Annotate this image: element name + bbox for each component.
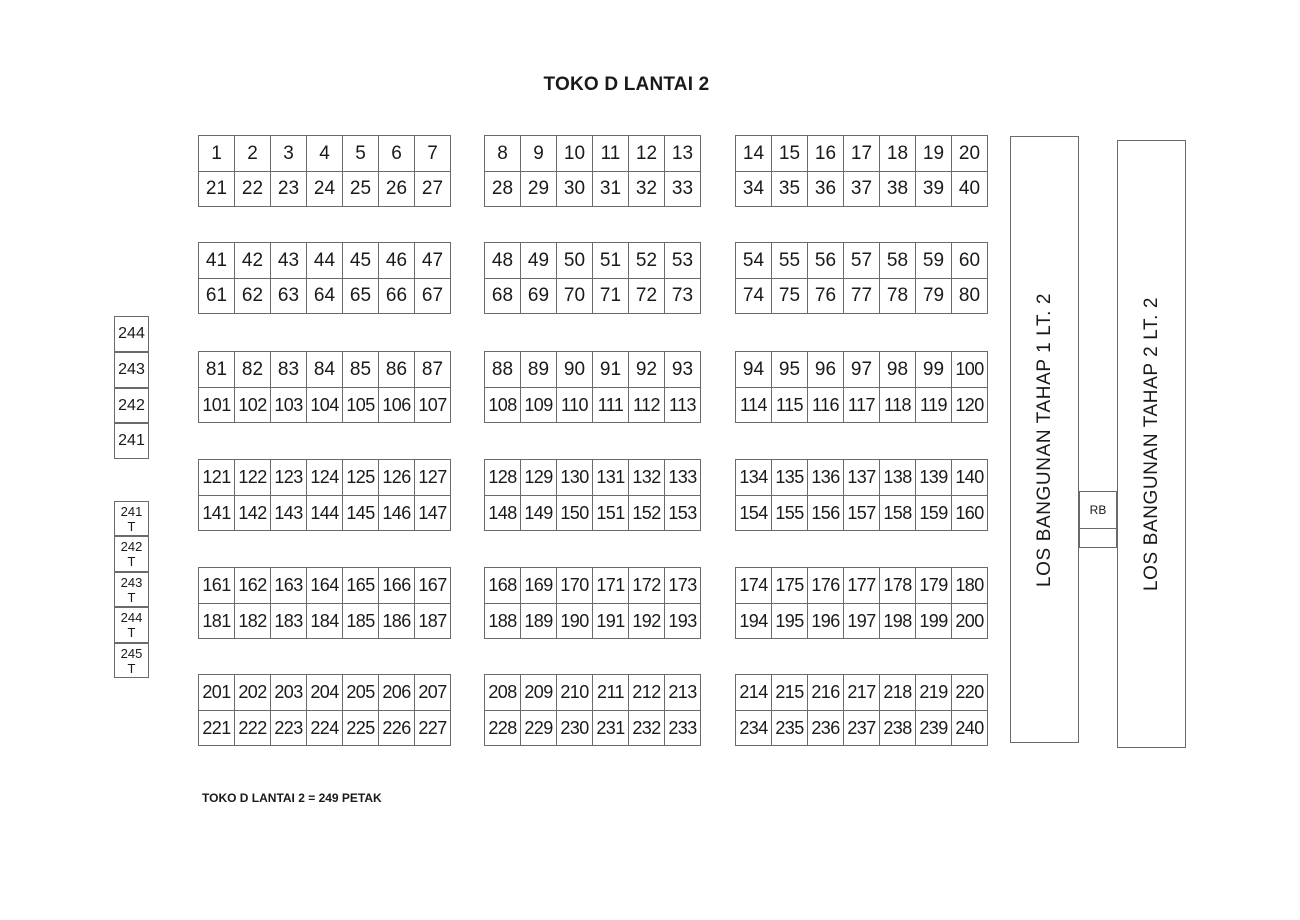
stall-cell[interactable]: 80	[951, 278, 988, 315]
stall-cell[interactable]: 237	[843, 710, 880, 747]
stall-cell[interactable]: 91	[592, 351, 629, 388]
stall-cell[interactable]: 115	[771, 387, 808, 424]
stall-cell[interactable]: 15	[771, 135, 808, 172]
stall-cell[interactable]: 175	[771, 567, 808, 604]
stall-cell[interactable]: 203	[270, 674, 307, 711]
stall-cell[interactable]: 52	[628, 242, 665, 279]
stall-cell[interactable]: 154	[735, 495, 772, 532]
stall-cell[interactable]: 86	[378, 351, 415, 388]
side-t-stall[interactable]	[114, 536, 149, 572]
stall-cell[interactable]: 134	[735, 459, 772, 496]
stall-cell[interactable]: 54	[735, 242, 772, 279]
stall-cell[interactable]: 8	[484, 135, 521, 172]
stall-cell[interactable]: 89	[520, 351, 557, 388]
stall-cell[interactable]: 48	[484, 242, 521, 279]
stall-cell[interactable]: 209	[520, 674, 557, 711]
stall-cell[interactable]: 153	[664, 495, 701, 532]
stall-cell[interactable]: 111	[592, 387, 629, 424]
stall-cell[interactable]: 43	[270, 242, 307, 279]
stall-cell[interactable]: 55	[771, 242, 808, 279]
los-building-phase-2[interactable]	[1117, 140, 1186, 748]
stall-cell[interactable]: 97	[843, 351, 880, 388]
stall-cell[interactable]: 123	[270, 459, 307, 496]
stall-cell[interactable]: 195	[771, 603, 808, 640]
stall-cell[interactable]: 57	[843, 242, 880, 279]
stall-cell[interactable]: 13	[664, 135, 701, 172]
stall-cell[interactable]: 14	[735, 135, 772, 172]
stall-cell[interactable]: 98	[879, 351, 916, 388]
stall-cell[interactable]: 156	[807, 495, 844, 532]
stall-cell[interactable]: 92	[628, 351, 665, 388]
rb-passage	[1079, 528, 1117, 548]
stall-cell[interactable]: 180	[951, 567, 988, 604]
stall-cell[interactable]: 145	[342, 495, 379, 532]
side-t-stall-number: 242	[120, 539, 143, 554]
stall-cell[interactable]: 88	[484, 351, 521, 388]
stall-cell[interactable]: 187	[414, 603, 451, 640]
stall-cell[interactable]: 77	[843, 278, 880, 315]
stall-cell[interactable]: 63	[270, 278, 307, 315]
stall-cell[interactable]: 70	[556, 278, 593, 315]
stall-cell[interactable]: 20	[951, 135, 988, 172]
stall-cell[interactable]: 200	[951, 603, 988, 640]
stall-cell[interactable]: 119	[915, 387, 952, 424]
stall-cell[interactable]: 41	[198, 242, 235, 279]
stall-cell[interactable]: 94	[735, 351, 772, 388]
stall-cell[interactable]: 201	[198, 674, 235, 711]
stall-cell[interactable]: 152	[628, 495, 665, 532]
stall-cell[interactable]: 202	[234, 674, 271, 711]
stall-cell[interactable]: 141	[198, 495, 235, 532]
stall-cell[interactable]: 220	[951, 674, 988, 711]
stall-cell[interactable]: 171	[592, 567, 629, 604]
stall-cell[interactable]: 227	[414, 710, 451, 747]
stall-cell[interactable]: 159	[915, 495, 952, 532]
stall-cell[interactable]: 22	[234, 171, 271, 208]
stall-cell[interactable]: 167	[414, 567, 451, 604]
stall-cell[interactable]: 137	[843, 459, 880, 496]
stall-cell[interactable]: 223	[270, 710, 307, 747]
stall-cell[interactable]: 116	[807, 387, 844, 424]
stall-cell[interactable]: 222	[234, 710, 271, 747]
stall-cell[interactable]: 170	[556, 567, 593, 604]
stall-cell[interactable]: 155	[771, 495, 808, 532]
stall-cell[interactable]: 146	[378, 495, 415, 532]
stall-cell[interactable]: 93	[664, 351, 701, 388]
stall-cell[interactable]: 73	[664, 278, 701, 315]
stall-cell[interactable]: 138	[879, 459, 916, 496]
side-t-stall[interactable]	[114, 501, 149, 536]
side-t-stall[interactable]	[114, 607, 149, 643]
stall-cell[interactable]: 27	[414, 171, 451, 208]
stall-cell[interactable]: 210	[556, 674, 593, 711]
stall-cell[interactable]: 224	[306, 710, 343, 747]
side-t-stall-number: 243	[120, 574, 143, 590]
stall-cell[interactable]: 99	[915, 351, 952, 388]
stall-cell[interactable]: 164	[306, 567, 343, 604]
stall-cell[interactable]: 204	[306, 674, 343, 711]
stall-cell[interactable]: 217	[843, 674, 880, 711]
stall-cell[interactable]: 232	[628, 710, 665, 747]
stall-cell[interactable]: 231	[592, 710, 629, 747]
stall-cell[interactable]: 84	[306, 351, 343, 388]
stall-cell[interactable]: 113	[664, 387, 701, 424]
stall-cell[interactable]: 23	[270, 171, 307, 208]
stall-cell[interactable]: 192	[628, 603, 665, 640]
stall-cell[interactable]: 76	[807, 278, 844, 315]
stall-cell[interactable]: 44	[306, 242, 343, 279]
stall-cell[interactable]: 229	[520, 710, 557, 747]
stall-cell[interactable]: 215	[771, 674, 808, 711]
plan-title: TOKO D LANTAI 2	[543, 74, 710, 95]
stall-cell[interactable]: 28	[484, 171, 521, 208]
stall-cell[interactable]: 17	[843, 135, 880, 172]
stall-cell[interactable]: 172	[628, 567, 665, 604]
stall-cell[interactable]: 121	[198, 459, 235, 496]
stall-cell[interactable]: 81	[198, 351, 235, 388]
stall-cell[interactable]: 36	[807, 171, 844, 208]
los-building-phase-1[interactable]	[1010, 136, 1079, 743]
stall-cell[interactable]: 1	[198, 135, 235, 172]
side-t-stall-suffix: T	[127, 554, 136, 569]
stall-cell[interactable]: 127	[414, 459, 451, 496]
stall-cell[interactable]: 21	[198, 171, 235, 208]
stall-cell[interactable]: 186	[378, 603, 415, 640]
stall-cell[interactable]: 130	[556, 459, 593, 496]
stall-cell[interactable]: 169	[520, 567, 557, 604]
stall-cell[interactable]: 9	[520, 135, 557, 172]
stall-cell[interactable]: 12	[628, 135, 665, 172]
stall-cell[interactable]: 34	[735, 171, 772, 208]
stall-cell[interactable]: 132	[628, 459, 665, 496]
stall-cell[interactable]: 184	[306, 603, 343, 640]
stall-cell[interactable]: 33	[664, 171, 701, 208]
side-t-stall-suffix: T	[127, 589, 136, 605]
stall-cell[interactable]: 101	[198, 387, 235, 424]
stall-cell[interactable]: 40	[951, 171, 988, 208]
stall-cell[interactable]: 2	[234, 135, 271, 172]
stall-cell[interactable]: 168	[484, 567, 521, 604]
stall-cell[interactable]: 177	[843, 567, 880, 604]
stall-cell[interactable]: 85	[342, 351, 379, 388]
stall-cell[interactable]: 19	[915, 135, 952, 172]
side-t-stall-number: 245	[120, 645, 143, 661]
stall-cell[interactable]: 118	[879, 387, 916, 424]
stall-cell[interactable]: 149	[520, 495, 557, 532]
stall-cell[interactable]: 135	[771, 459, 808, 496]
stall-cell[interactable]: 65	[342, 278, 379, 315]
stall-cell[interactable]: 51	[592, 242, 629, 279]
side-t-stall-number: 241	[120, 503, 143, 519]
stall-cell[interactable]: 60	[951, 242, 988, 279]
stall-cell[interactable]: 160	[951, 495, 988, 532]
stall-count-note: TOKO D LANTAI 2 = 249 PETAK	[202, 791, 382, 805]
stall-cell[interactable]: 179	[915, 567, 952, 604]
stall-cell[interactable]: 39	[915, 171, 952, 208]
stall-cell[interactable]: 139	[915, 459, 952, 496]
stall-cell[interactable]: 196	[807, 603, 844, 640]
stall-cell[interactable]: 230	[556, 710, 593, 747]
stall-cell[interactable]: 56	[807, 242, 844, 279]
stall-cell[interactable]: 58	[879, 242, 916, 279]
stall-cell[interactable]: 165	[342, 567, 379, 604]
stall-cell[interactable]: 199	[915, 603, 952, 640]
stall-cell[interactable]: 191	[592, 603, 629, 640]
stall-cell[interactable]: 32	[628, 171, 665, 208]
side-t-stall-number: 244	[120, 610, 143, 625]
stall-cell[interactable]: 62	[234, 278, 271, 315]
stall-cell[interactable]: 197	[843, 603, 880, 640]
stall-cell[interactable]: 140	[951, 459, 988, 496]
stall-cell[interactable]: 102	[234, 387, 271, 424]
stall-cell[interactable]: 189	[520, 603, 557, 640]
stall-cell[interactable]: 212	[628, 674, 665, 711]
stall-cell[interactable]: 90	[556, 351, 593, 388]
stall-cell[interactable]: 16	[807, 135, 844, 172]
stall-cell[interactable]: 10	[556, 135, 593, 172]
stall-cell[interactable]: 129	[520, 459, 557, 496]
stall-cell[interactable]: 226	[378, 710, 415, 747]
stall-cell[interactable]: 163	[270, 567, 307, 604]
stall-cell[interactable]: 83	[270, 351, 307, 388]
stall-cell[interactable]: 64	[306, 278, 343, 315]
side-t-stall-suffix: T	[127, 518, 136, 534]
stall-cell[interactable]: 173	[664, 567, 701, 604]
stall-cell[interactable]: 136	[807, 459, 844, 496]
stall-cell[interactable]: 190	[556, 603, 593, 640]
stall-cell[interactable]: 122	[234, 459, 271, 496]
stall-cell[interactable]: 219	[915, 674, 952, 711]
stall-cell[interactable]: 7	[414, 135, 451, 172]
stall-cell[interactable]: 6	[378, 135, 415, 172]
stall-cell[interactable]: 225	[342, 710, 379, 747]
stall-cell[interactable]: 82	[234, 351, 271, 388]
stall-cell[interactable]: 178	[879, 567, 916, 604]
stall-cell[interactable]: 182	[234, 603, 271, 640]
stall-cell[interactable]: 11	[592, 135, 629, 172]
rb-room[interactable]: RB	[1079, 491, 1117, 529]
stall-cell[interactable]: 26	[378, 171, 415, 208]
stall-cell[interactable]: 53	[664, 242, 701, 279]
stall-cell[interactable]: 183	[270, 603, 307, 640]
side-t-stall[interactable]	[114, 572, 149, 607]
stall-cell[interactable]: 4	[306, 135, 343, 172]
stall-cell[interactable]: 72	[628, 278, 665, 315]
side-stall[interactable]: 242	[114, 388, 149, 423]
stall-cell[interactable]: 234	[735, 710, 772, 747]
stall-cell[interactable]: 236	[807, 710, 844, 747]
stall-cell[interactable]: 211	[592, 674, 629, 711]
stall-cell[interactable]: 238	[879, 710, 916, 747]
side-t-stall-suffix: T	[127, 625, 136, 640]
stall-cell[interactable]: 108	[484, 387, 521, 424]
stall-cell[interactable]: 68	[484, 278, 521, 315]
stall-cell[interactable]: 208	[484, 674, 521, 711]
stall-cell[interactable]: 117	[843, 387, 880, 424]
stall-cell[interactable]: 228	[484, 710, 521, 747]
stall-cell[interactable]: 206	[378, 674, 415, 711]
stall-cell[interactable]: 239	[915, 710, 952, 747]
stall-cell[interactable]: 24	[306, 171, 343, 208]
stall-cell[interactable]: 185	[342, 603, 379, 640]
stall-cell[interactable]: 105	[342, 387, 379, 424]
stall-cell[interactable]: 114	[735, 387, 772, 424]
stall-cell[interactable]: 143	[270, 495, 307, 532]
stall-cell[interactable]: 133	[664, 459, 701, 496]
stall-cell[interactable]: 18	[879, 135, 916, 172]
stall-cell[interactable]: 125	[342, 459, 379, 496]
stall-cell[interactable]: 128	[484, 459, 521, 496]
stall-cell[interactable]: 120	[951, 387, 988, 424]
side-t-stall[interactable]	[114, 643, 149, 678]
stall-cell[interactable]: 61	[198, 278, 235, 315]
stall-cell[interactable]: 174	[735, 567, 772, 604]
stall-cell[interactable]: 150	[556, 495, 593, 532]
stall-cell[interactable]: 3	[270, 135, 307, 172]
stall-cell[interactable]: 112	[628, 387, 665, 424]
los-building-phase-1-label: LOS BANGUNAN TAHAP 1 LT. 2	[1033, 292, 1055, 587]
stall-cell[interactable]: 45	[342, 242, 379, 279]
stall-cell[interactable]: 213	[664, 674, 701, 711]
stall-cell[interactable]: 142	[234, 495, 271, 532]
stall-cell[interactable]: 240	[951, 710, 988, 747]
stall-cell[interactable]: 25	[342, 171, 379, 208]
stall-cell[interactable]: 193	[664, 603, 701, 640]
stall-cell[interactable]: 29	[520, 171, 557, 208]
stall-cell[interactable]: 37	[843, 171, 880, 208]
side-stall[interactable]: 241	[114, 423, 149, 459]
stall-cell[interactable]: 69	[520, 278, 557, 315]
side-stall[interactable]: 244	[114, 316, 149, 352]
stall-cell[interactable]: 87	[414, 351, 451, 388]
stall-cell[interactable]: 157	[843, 495, 880, 532]
stall-cell[interactable]: 126	[378, 459, 415, 496]
stall-cell[interactable]: 144	[306, 495, 343, 532]
stall-cell[interactable]: 46	[378, 242, 415, 279]
stall-cell[interactable]: 59	[915, 242, 952, 279]
stall-cell[interactable]: 96	[807, 351, 844, 388]
stall-cell[interactable]: 31	[592, 171, 629, 208]
stall-cell[interactable]: 151	[592, 495, 629, 532]
stall-cell[interactable]: 214	[735, 674, 772, 711]
stall-cell[interactable]: 75	[771, 278, 808, 315]
stall-cell[interactable]: 47	[414, 242, 451, 279]
stall-cell[interactable]: 78	[879, 278, 916, 315]
stall-cell[interactable]: 207	[414, 674, 451, 711]
stall-cell[interactable]: 35	[771, 171, 808, 208]
stall-cell[interactable]: 104	[306, 387, 343, 424]
stall-cell[interactable]: 95	[771, 351, 808, 388]
stall-cell[interactable]: 205	[342, 674, 379, 711]
stall-cell[interactable]: 30	[556, 171, 593, 208]
los-building-phase-2-label: LOS BANGUNAN TAHAP 2 LT. 2	[1140, 296, 1162, 592]
side-t-stall-suffix: T	[127, 660, 136, 676]
stall-cell[interactable]: 233	[664, 710, 701, 747]
stall-cell[interactable]: 103	[270, 387, 307, 424]
stall-cell[interactable]: 5	[342, 135, 379, 172]
stall-cell[interactable]: 106	[378, 387, 415, 424]
stall-cell[interactable]: 50	[556, 242, 593, 279]
stall-cell[interactable]: 148	[484, 495, 521, 532]
side-stall[interactable]: 243	[114, 352, 149, 388]
stall-cell[interactable]: 38	[879, 171, 916, 208]
stall-cell[interactable]: 49	[520, 242, 557, 279]
stall-cell[interactable]: 107	[414, 387, 451, 424]
stall-cell[interactable]: 42	[234, 242, 271, 279]
stall-cell[interactable]: 194	[735, 603, 772, 640]
stall-cell[interactable]: 235	[771, 710, 808, 747]
stall-cell[interactable]: 66	[378, 278, 415, 315]
stall-cell[interactable]: 221	[198, 710, 235, 747]
stall-cell[interactable]: 110	[556, 387, 593, 424]
stall-cell[interactable]: 161	[198, 567, 235, 604]
stall-cell[interactable]: 218	[879, 674, 916, 711]
stall-cell[interactable]: 74	[735, 278, 772, 315]
stall-cell[interactable]: 158	[879, 495, 916, 532]
stall-cell[interactable]: 147	[414, 495, 451, 532]
stall-cell[interactable]: 181	[198, 603, 235, 640]
stall-cell[interactable]: 67	[414, 278, 451, 315]
stall-cell[interactable]: 176	[807, 567, 844, 604]
stall-cell[interactable]: 100	[951, 351, 988, 388]
stall-cell[interactable]: 166	[378, 567, 415, 604]
stall-cell[interactable]: 198	[879, 603, 916, 640]
stall-cell[interactable]: 71	[592, 278, 629, 315]
stall-cell[interactable]: 188	[484, 603, 521, 640]
stall-cell[interactable]: 109	[520, 387, 557, 424]
stall-cell[interactable]: 79	[915, 278, 952, 315]
stall-cell[interactable]: 216	[807, 674, 844, 711]
stall-cell[interactable]: 124	[306, 459, 343, 496]
stall-cell[interactable]: 162	[234, 567, 271, 604]
stall-cell[interactable]: 131	[592, 459, 629, 496]
